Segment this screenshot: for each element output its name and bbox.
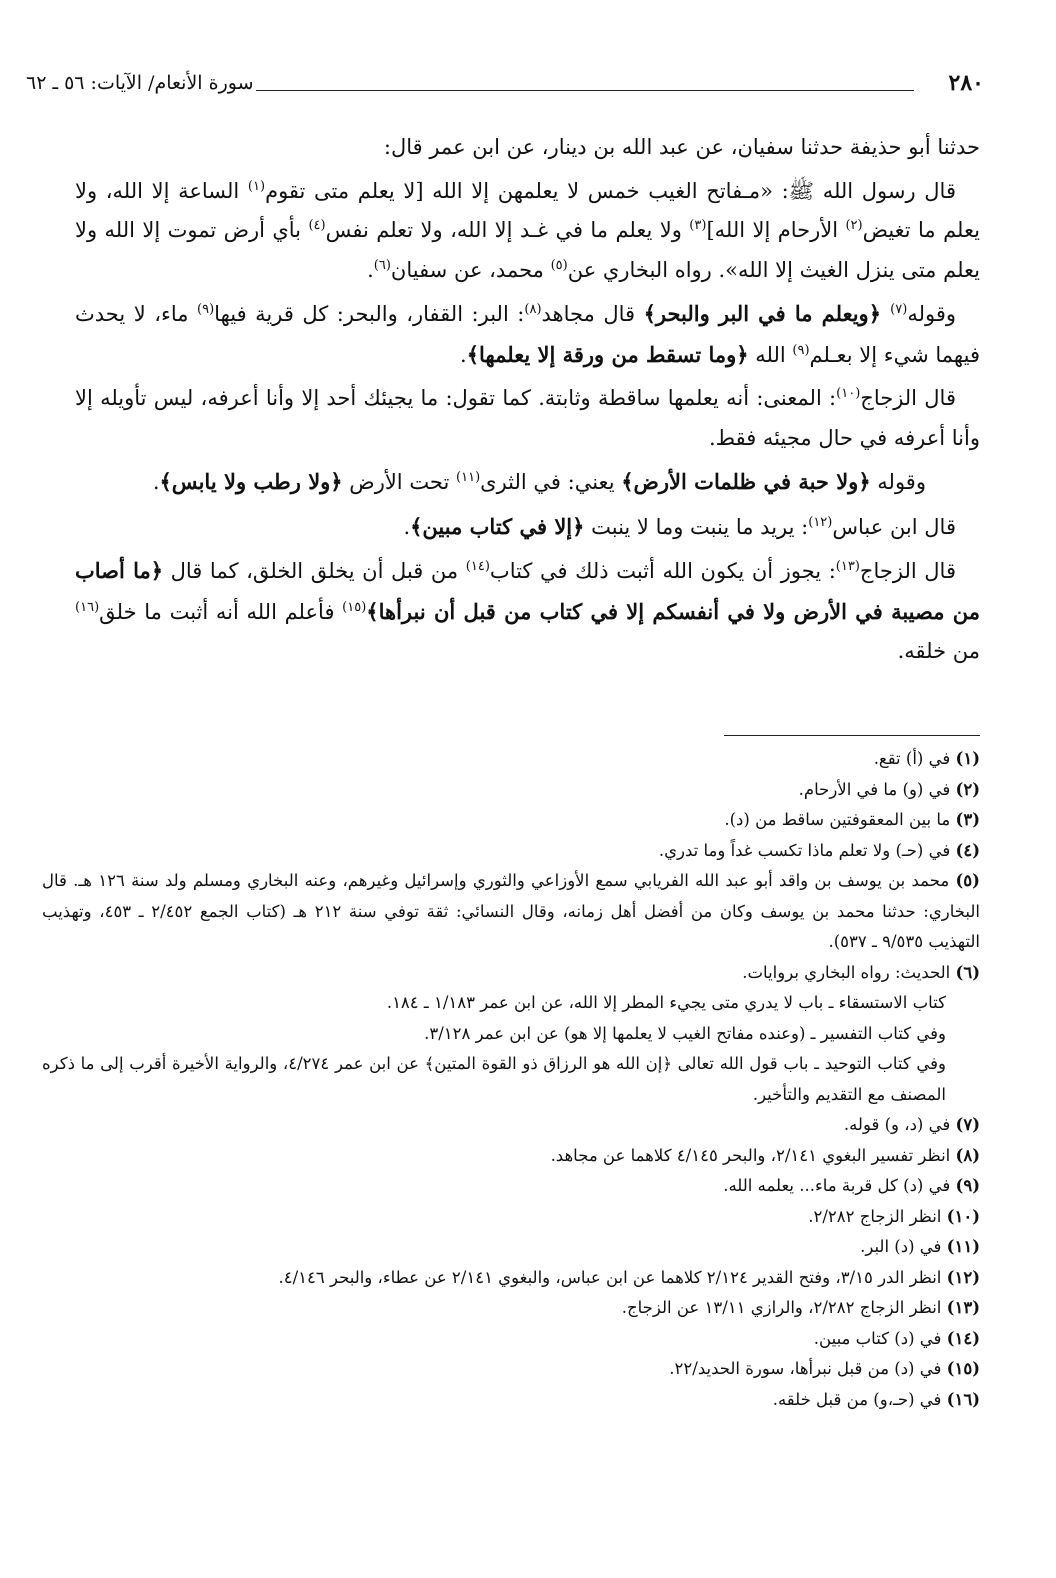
footnote: (٤) في (حـ) ولا تعلم ماذا تكسب غداً وما تدري. [658, 840, 980, 860]
footnote-ref: (١٤) [465, 559, 490, 574]
footnote: (١٠) انظر الزجاج ٢/٢٨٢. [808, 1206, 980, 1226]
footnote: (٧) في (د، و) قوله. [843, 1115, 980, 1134]
footnote: (١٢) انظر الدر ٣/١٥، وفتح القدير ٢/١٢٤ كلاهما عن ابن عباس، والبغوي ٢/١٤١ عن عطاء، والبحر ٤/١٤٦. [278, 1267, 980, 1287]
quran-quote: ﴿ولا رطب ولا يابس﴾ [159, 469, 343, 494]
footnotes [42, 744, 980, 1415]
footnote: (٦) الحديث: رواه البخاري بروايات. [742, 962, 980, 982]
footnote-ref: (٥) [550, 257, 568, 273]
footnote-sub-item: وفي كتاب التفسير ـ (وعنده مفاتح الغيب لا يعلمها إلا هو) عن ابن عمر ٣/١٢٨. [424, 1023, 946, 1043]
paragraph-zajjaj-1: قال الزجاج$^{(١٠)}$: المعنى: أنه يعلمها ساقطة وثابتة. كما تقول: ما يجيئك أحد إلا وأنا أعرفه، ليس تأويله إلا وأنا أعرفه في حال مجيئه فقط. [75, 386, 980, 450]
main-text [75, 128, 980, 676]
paragraph-mujahid: وقوله$^{(٧)}$ ﴿ويعلم ما في البر والبحر﴾ قال مجاهد$^{(٨)}$: البر: القفار، والبحر: كل قرية فيها$^{(٩)}$ ماء، لا يحدث فيهما شيء إلا بعـلم$^{(٩)}$ الله ﴿وما تسقط من ورقة إلا يعلمها﴾. [75, 301, 980, 367]
paragraph-isnad: حدثنا أبو حذيفة حدثنا سفيان، عن عبد الله بن دينار، عن ابن عمر قال: [383, 135, 980, 159]
footnote-ref: (١) [247, 178, 266, 194]
footnote-ref: (٢) [845, 218, 863, 233]
footnote-sub-item: كتاب الاستسقاء ـ باب لا يدري متى يجيء المطر إلا الله، عن ابن عمر ١/١٨٣ ـ ١٨٤. [386, 993, 946, 1012]
footnote-sub-item: وفي كتاب التوحيد ـ باب قول الله تعالى ﴿إن الله هو الرزاق ذو القوة المتين﴾ عن ابن عمر ٤/٢٧٤، والرواية الأخيرة أقرب إلى ما ذكره المصنف مع التقديم والتأخير. [42, 1054, 946, 1104]
quran-quote: ﴿إلا في كتاب مبين﴾ [410, 513, 585, 539]
footnote: (٨) انظر تفسير البغوي ٢/١٤١، والبحر ٤/١٤٥ كلاهما عن مجاهد. [550, 1145, 980, 1165]
footnote: (١٤) في (د) كتاب مبين. [813, 1328, 980, 1348]
footnote-ref: (٧) [890, 302, 908, 317]
footnote: (٩) في (د) كل قربة ماء... يعلمه الله. [723, 1176, 980, 1195]
footnote: (١٦) في (حـ،و) من قبل خلقه. [772, 1389, 980, 1409]
page-number: ٢٨٠ [948, 70, 984, 96]
footnote-ref: (٦) [373, 257, 391, 273]
footnote: (١٣) انظر الزجاج ٢/٢٨٢، والرازي ١٣/١١ عن الزجاج. [621, 1298, 980, 1317]
footnote: (٥) محمد بن يوسف بن واقد أبو عبد الله الفريابي سمع الأوزاعي والثوري وإسرائيل وغيرهم، وعنه البخاري ومسلم ولد سنة ١٢٦ هـ. قال البخاري: حدثنا محمد بن يوسف وكان من أفضل أهل زمانه، وقال النسائي: ثقة توفي سنة ٢١٢ هـ (كتاب الجمع ٢/٤٥٢ ـ ٤٥٣، وتهذيب التهذيب ٩/٥٣٥ ـ ٥٣٧). [42, 871, 980, 951]
footnote: (١٥) في (د) من قبل نبرأها، سورة الحديد/٢٢. [669, 1359, 980, 1378]
quran-quote: ﴿ما أصاب من مصيبة في الأرض ولا في أنفسكم إلا في كتاب من قبل أن نبرأها﴾ [75, 558, 981, 624]
footnote-ref: (١٣) [835, 559, 860, 574]
paragraph-zajjaj-2: قال الزجاج$^{(١٣)}$: يجوز أن يكون الله أثبت ذلك في كتاب$^{(١٤)}$ من قبل أن يخلق الخلق، كما قال ﴿ما أصاب من مصيبة في الأرض ولا في أنفسكم إلا في كتاب من قبل أن نبرأها﴾$^{(١٥)}$ فأعلم الله أنه أثبت ما خلق$^{(١٦)}$ من خلقه. [75, 558, 981, 663]
footnote-ref: (١١) [456, 470, 481, 485]
running-title: سورة الأنعام/ الآيات: ٥٦ ـ ٦٢ [26, 72, 254, 94]
footnote: (٢) في (و) ما في الأرحام. [798, 779, 980, 799]
footnote-ref: (٩) [197, 302, 215, 317]
footnote-ref: (٩) [792, 342, 810, 358]
footnote-ref: (١٦) [75, 599, 100, 615]
quran-quote: ﴿وما تسقط من ورقة إلا يعلمها﴾ [466, 341, 749, 367]
footnote-ref: (٤) [308, 218, 326, 233]
page-header [26, 70, 984, 100]
paragraph-habba: وقوله ﴿ولا حبة في ظلمات الأرض﴾ يعني: في الثرى$^{(١١)}$ تحت الأرض ﴿ولا رطب ولا يابس﴾. [152, 469, 926, 494]
footnote-ref: (١٢) [808, 514, 833, 530]
footnote: (١١) في (د) البر. [860, 1237, 980, 1256]
footnote-ref: (١٥) [342, 599, 367, 615]
quran-quote: ﴿ولا حبة في ظلمات الأرض﴾ [621, 469, 871, 494]
footnote-separator [724, 735, 980, 736]
paragraph-hadith: قال رسول الله ﷺ: «مـفاتح الغيب خمس لا يعلمهن إلا الله [لا يعلم متى تقوم$^{(١)}$ الساعة إلا الله، ولا يعلم ما تغيض$^{(٢)}$ الأرحام إلا الله]$^{(٣)}$ ولا يعلم ما في غـد إلا الله، ولا تعلم نفس$^{(٤)}$ بأي أرض تموت إلا الله ولا يعلم متى ينزل الغيث إلا الله». رواه البخاري عن$^{(٥)}$ محمد، عن سفيان$^{(٦)}$. [75, 178, 980, 282]
footnote-ref: (٨) [524, 302, 542, 317]
footnote-ref: (١٠) [836, 386, 861, 401]
footnote-ref: (٣) [689, 218, 707, 233]
footnote: (٣) ما بين المعقوفتين ساقط من (د). [724, 810, 980, 829]
header-rule [256, 90, 914, 91]
paragraph-ibn-abbas: قال ابن عباس$^{(١٢)}$: يريد ما ينبت وما لا ينبت ﴿إلا في كتاب مبين﴾. [403, 513, 956, 539]
footnote: (١) في (أ) تقع. [873, 749, 980, 768]
quran-quote: ﴿ويعلم ما في البر والبحر﴾ [643, 301, 891, 326]
